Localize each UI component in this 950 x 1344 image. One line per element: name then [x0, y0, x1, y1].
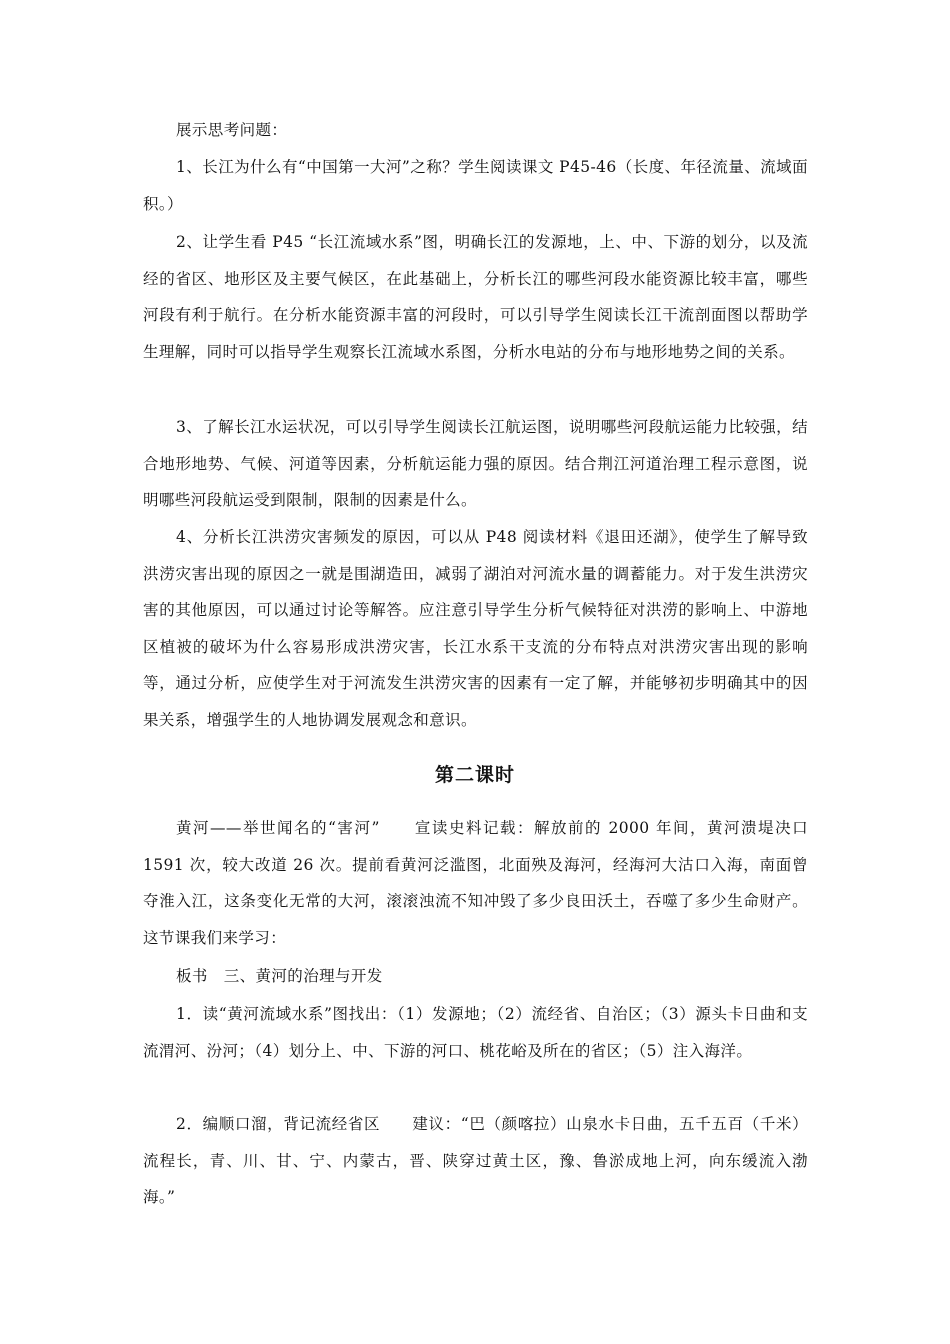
section-title: 第二课时: [434, 764, 515, 786]
question-3: 3、了解长江水运状况，可以引导学生阅读长江航运图，说明哪些河段航运能力比较强，结合地形地势、气候、河道等因素，分析航运能力强的原因。结合荆江河道治理工程示意图，说明哪些河段航运受到限制，限制的因素是什么。: [143, 418, 808, 509]
question-2: 2、让学生看 P45 “长江流域水系”图，明确长江的发源地，上、中、下游的划分，以及流经的省区、地形区及主要气候区，在此基础上，分析长江的哪些河段水能资源比较丰富，哪些河段有利于航行。在分析水能资源丰富的河段时，可以引导学生阅读长江干流剖面图以帮助学生理解，同时可以指导学生观察长江流域水系图，分析水电站的分布与地形地势之间的关系。: [143, 233, 808, 361]
question-1: 1、长江为什么有“中国第一大河”之称？学生阅读课文 P45-46（长度、年径流量、流域面积。）: [143, 158, 808, 213]
question-4: 4、分析长江洪涝灾害频发的原因，可以从 P48 阅读材料《退田还湖》，使学生了解导致洪涝灾害出现的原因之一就是围湖造田，减弱了湖泊对河流水量的调蓄能力。对于发生洪涝灾害的其他原因，可以通过讨论等解答。应注意引导学生分析气候特征对洪涝的影响上、中游地区植被的破坏为什么容易形成洪涝灾害，长江水系干支流的分布特点对洪涝灾害出现的影响等，通过分析，应使学生对于河流发生洪涝灾害的因素有一定了解，并能够初步明确其中的因果关系，增强学生的人地协调发展观念和意识。: [143, 528, 808, 729]
lesson2-item-2: 2．编顺口溜，背记流经省区 建议：“巴（颜喀拉）山泉水卡日曲，五千五百（千米）流程长，青、川、甘、宁、内蒙古，晋、陕穿过黄土区，豫、鲁淤成地上河，向东缓流入渤海。”: [143, 1115, 808, 1206]
board-note: 板书 三、黄河的治理与开发: [176, 967, 383, 985]
intro-label: 展示思考问题：: [176, 121, 288, 139]
lesson2-intro: 黄河——举世闻名的“害河” 宣读史料记载：解放前的 2000 年间，黄河溃堤决口 1591 次，较大改道 26 次。提前看黄河泛滥图，北面殃及海河，经海河大沽口入海，南面曾夺淮入江，这条变化无常的大河，滚滚浊流不知冲毁了多少良田沃土，吞噬了多少生命财产。这节课我们来学习：: [143, 819, 808, 947]
lesson2-item-1: 1．读“黄河流域水系”图找出：（1）发源地；（2）流经省、自治区；（3）源头卡日曲和支流渭河、汾河；（4）划分上、中、下游的河口、桃花峪及所在的省区；（5）注入海洋。: [143, 1005, 808, 1060]
